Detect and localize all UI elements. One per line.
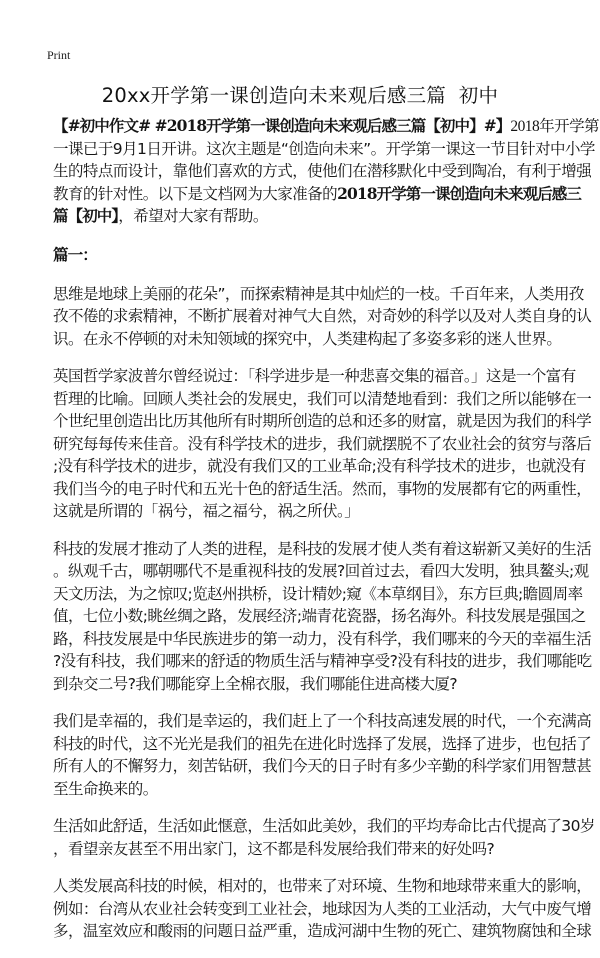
paragraph-line: ?没有科技，我们哪来的舒适的物质生活与精神享受?没有科技的进步，我们哪能吃 [53, 652, 592, 670]
paragraph-line: 所有人的不懈努力，刻苦钻研，我们今天的日子时有多少辛勤的科学家们用智慧甚 [53, 757, 592, 775]
document-title: 20xx开学第一课创造向未来观后感三篇 初中 [101, 84, 499, 107]
paragraph-line: 这就是所谓的「祸兮，福之福兮，祸之所伏。」 [53, 502, 360, 520]
article-paragraphs [53, 283, 595, 943]
paragraph [53, 283, 592, 351]
paragraph-line: 。纵观千古，哪朝哪代不是重视科技的发展?回首过去，看四大发明，独具鳌头;观 [53, 562, 589, 580]
intro-text: 教育的针对性。以下是文档网为大家准备的 [53, 184, 338, 203]
paragraph [53, 710, 592, 800]
intro-line: 生的特点而设计，靠他们喜欢的方式，使他们在潜移默化中受到陶冶，有利于增强 [53, 162, 592, 180]
intro-bold-title: 2018开学第一课创造向未来观后感三 [337, 183, 582, 203]
paragraph-line: 识。在永不停顿的对未知领域的探究中，人类建构起了多姿多彩的迷人世界。 [53, 329, 562, 348]
print-label: Print [47, 48, 71, 62]
paragraph-line: 天文历法，为之惊叹;览赵州拱桥，设计精妙;窥《本草纲目》，东方巨典;瞻圆周率 [53, 584, 583, 603]
paragraph-line: 科技的时代，这不光光是我们的祖先在进化时选择了发展，选择了进步，也包括了 [53, 734, 592, 753]
paragraph-line: 研究每每传来佳音。没有科学技术的进步，我们就摆脱不了农业社会的贫穷与落后 [53, 434, 592, 453]
paragraph-line: 个世纪里创造出比历其他所有时期所创造的总和还多的财富，就是因为我们的科学 [53, 412, 592, 430]
document-body [53, 115, 599, 958]
paragraph [53, 875, 592, 943]
paragraph-line: 孜不倦的求索精神，不断扩展着对神气大自然，对奇妙的科学以及对人类自身的认 [53, 307, 592, 325]
intro-line [53, 205, 573, 228]
paragraph-line: 科技的发展才推动了人类的进程，是科技的发展才使人类有着这崭新又美好的生活 [53, 539, 592, 558]
intro-paragraph [53, 115, 599, 228]
paragraph-line: 值，七位小数;眺丝绸之路，发展经济;端青花瓷器，扬名海外。科技发展是强国之 [53, 607, 586, 625]
paragraph [53, 365, 592, 523]
paragraph-line: 我们当今的电子时代和五光十色的舒适生活。然而，事物的发展都有它的两重性， [53, 479, 592, 498]
paragraph-line: 多，温室效应和酸雨的问题日益严重，造成河湖中生物的死亡、建筑物腐蚀和全球 [53, 922, 592, 940]
paragraph [53, 815, 595, 860]
intro-tag: 【#初中作文# #2018开学第一课创造向未来观后感三篇【初中】#】 [53, 116, 511, 135]
paragraph-line: 到杂交二号?我们哪能穿上全棉衣服，我们哪能住进高楼大厦? [53, 674, 458, 693]
paragraph-line: 英国哲学家波普尔曾经说过：「科学进步是一种悲喜交集的福音。」这是一个富有 [53, 367, 576, 385]
paragraph-line: 人类发展高科技的时候，相对的，也带来了对环境、生物和地球带来重大的影响， [53, 877, 592, 895]
paragraph-line: 思维是地球上美丽的花朵”，而探索精神是其中灿烂的一枝。千百年来，人类用孜 [53, 284, 584, 303]
paragraph-line: ，看望亲友甚至不用出家门，这不都是科发展给我们带来的好处吗? [53, 839, 495, 858]
paragraph-line: ;没有科学技术的进步，就没有我们又的工业革命;没有科学技术的进步，也就没有 [53, 457, 586, 475]
section-heading: 篇一： [53, 244, 97, 264]
paragraph [53, 538, 592, 696]
paragraph-line: 哲理的比喻。回顾人类社会的发展史，我们可以清楚地看到：我们之所以能够在一 [53, 389, 592, 408]
intro-line: 一课已于9月1日开讲。这次主题是“创造向未来”。开学第一课这一节目针对中小学 [53, 139, 595, 158]
intro-text: ，希望对大家有帮助。 [118, 207, 268, 225]
intro-line [53, 183, 582, 206]
paragraph-line: 至生命换来的。 [53, 779, 158, 798]
intro-text: 2018年开学第 [510, 118, 599, 135]
intro-bold-title: 篇【初中】 [53, 206, 119, 225]
paragraph-line: 生活如此舒适，生活如此惬意，生活如此美妙，我们的平均寿命比古代提高了30岁 [53, 817, 595, 835]
paragraph-line: 路，科技发展是中华民族进步的第一动力，没有科学，我们哪来的今天的幸福生活 [53, 629, 592, 648]
intro-line [53, 115, 599, 138]
paragraph-line: 我们是幸福的，我们是幸运的，我们赶上了一个科技高速发展的时代，一个充满高 [53, 712, 592, 730]
paragraph-line: 例如：台湾从农业社会转变到工业社会，地球因为人类的工业活动，大气中废气增 [53, 899, 592, 918]
